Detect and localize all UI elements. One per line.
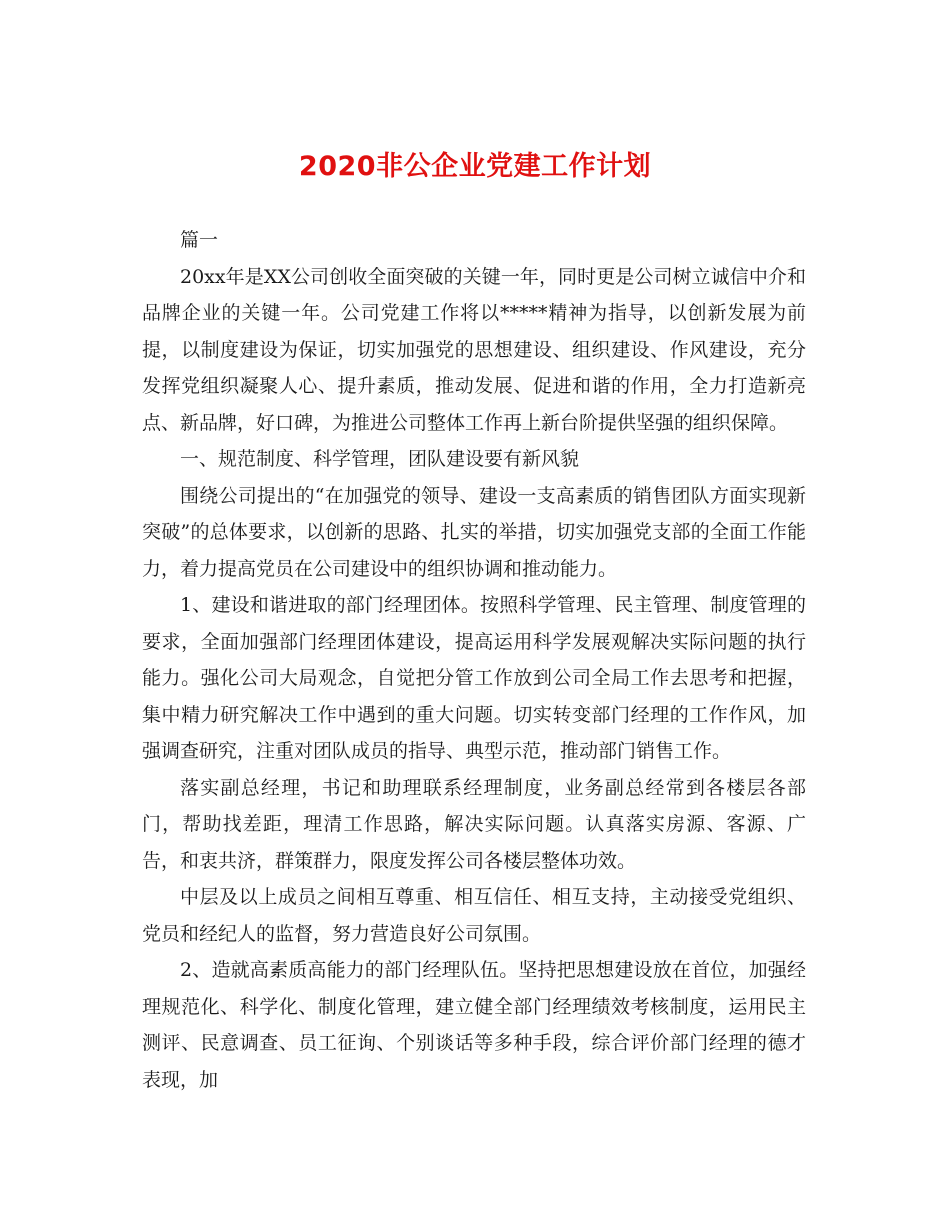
- section-label: 篇一: [180, 229, 219, 251]
- body-paragraph: 1、建设和谐进取的部门经理团体。按照科学管理、民主管理、制度管理的要求，全面加强部门经理团体建设，提高运用科学发展观解决实际问题的执行能力。强化公司大局观念，自觉把分管工作放到公司全局工作去思考和把握，集中精力研究解决工作中遇到的重大问题。切实转变部门经理的工作作风，加强调查研究，注重对团队成员的指导、典型示范，推动部门销售工作。: [142, 594, 806, 762]
- body-paragraph: 2、造就高素质高能力的部门经理队伍。坚持把思想建设放在首位，加强经理规范化、科学化、制度化管理，建立健全部门经理绩效考核制度，运用民主测评、民意调查、员工征询、个别谈话等多种手段，综合评价部门经理的德才表现，加: [142, 959, 806, 1091]
- body-paragraph: 落实副总经理，书记和助理联系经理制度，业务副总经常到各楼层各部门，帮助找差距，理清工作思路，解决实际问题。认真落实房源、客源、广告，和衷共济，群策群力，限度发挥公司各楼层整体功效。: [142, 776, 806, 872]
- section-heading: 一、规范制度、科学管理，团队建设要有新风貌: [180, 448, 580, 470]
- body-paragraph: 20xx年是XX公司创收全面突破的关键一年，同时更是公司树立诚信中介和品牌企业的关键一年。公司党建工作将以*****精神为指导，以创新发展为前提，以制度建设为保证，切实加强党的思想建设、组织建设、作风建设，充分发挥党组织凝聚人心、提升素质，推动发展、促进和谐的作用，全力打造新亮点、新品牌，好口碑，为推进公司整体工作再上新台阶提供坚强的组织保障。: [142, 265, 806, 434]
- document-title: 2020非公企业党建工作计划: [298, 151, 652, 182]
- body-paragraph: 围绕公司提出的“在加强党的领导、建设一支高素质的销售团队方面实现新突破”的总体要求，以创新的思路、扎实的举措，切实加强党支部的全面工作能力，着力提高党员在公司建设中的组织协调和推动能力。: [142, 484, 806, 580]
- document-body: [142, 222, 806, 1098]
- body-paragraph: 中层及以上成员之间相互尊重、相互信任、相互支持，主动接受党组织、党员和经纪人的监督，努力营造良好公司氛围。: [142, 886, 806, 945]
